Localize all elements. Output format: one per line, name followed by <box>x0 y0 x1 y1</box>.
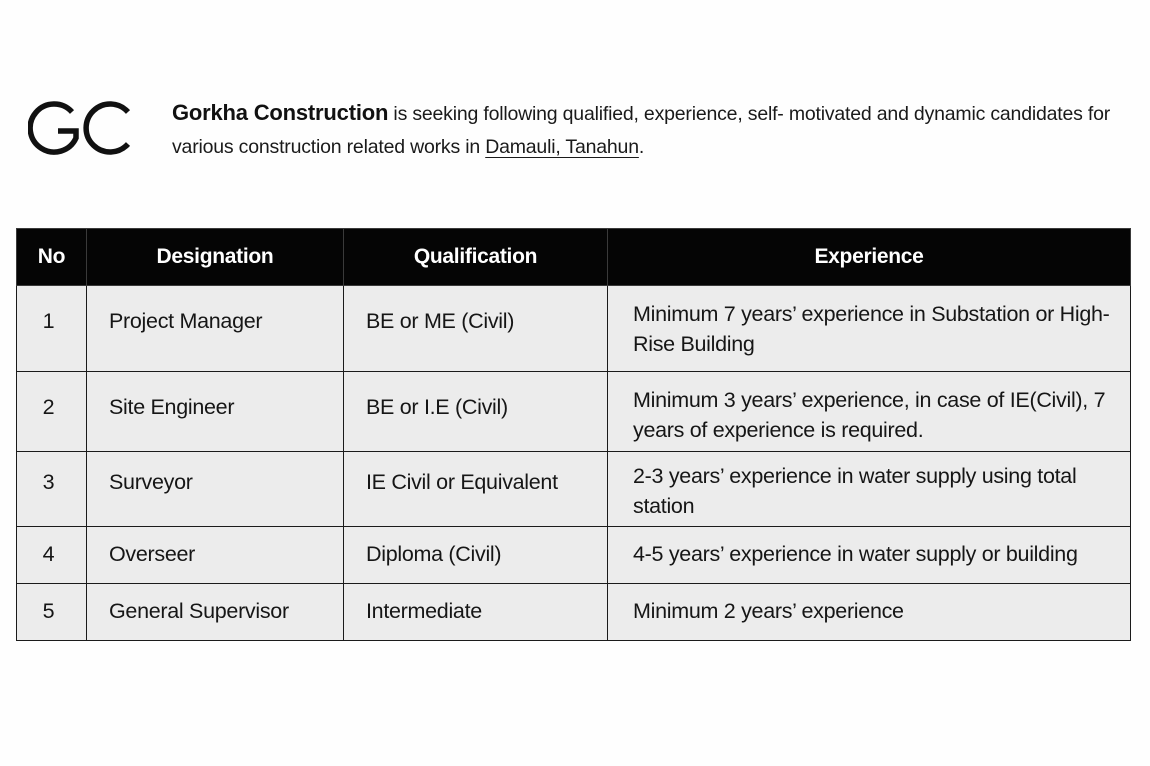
table-row <box>17 584 1131 641</box>
table-header-row <box>17 229 1131 286</box>
intro-text: is seeking following qualified, experience, self- motivated and dynamic candidates for various construction related works in <box>172 103 1111 158</box>
column-header-qualification: Qualification <box>344 229 608 286</box>
intro-paragraph <box>172 96 1142 164</box>
cell-qualification: BE or I.E (Civil) <box>344 372 608 452</box>
column-header-no: No <box>17 229 87 286</box>
cell-experience: 4-5 years’ experience in water supply or building <box>608 527 1131 584</box>
cell-no: 3 <box>17 452 87 527</box>
location-link: Damauli, Tanahun <box>485 136 639 158</box>
cell-no: 5 <box>17 584 87 641</box>
vacancy-table <box>16 228 1131 641</box>
cell-qualification: Diploma (Civil) <box>344 527 608 584</box>
column-header-designation: Designation <box>87 229 344 286</box>
company-name: Gorkha Construction <box>172 100 389 125</box>
cell-no: 1 <box>17 286 87 372</box>
cell-qualification: IE Civil or Equivalent <box>344 452 608 527</box>
gc-monogram-logo-icon <box>28 98 132 158</box>
cell-no: 4 <box>17 527 87 584</box>
cell-experience: Minimum 2 years’ experience <box>608 584 1131 641</box>
cell-experience: Minimum 7 years’ experience in Substation or High-Rise Building <box>608 286 1131 372</box>
table-row <box>17 286 1131 372</box>
cell-experience: Minimum 3 years’ experience, in case of IE(Civil), 7 years of experience is required. <box>608 372 1131 452</box>
table-row <box>17 452 1131 527</box>
cell-qualification: BE or ME (Civil) <box>344 286 608 372</box>
cell-experience: 2-3 years’ experience in water supply using total station <box>608 452 1131 527</box>
table-row <box>17 372 1131 452</box>
cell-designation: Surveyor <box>87 452 344 527</box>
table-row <box>17 527 1131 584</box>
cell-designation: General Supervisor <box>87 584 344 641</box>
cell-designation: Site Engineer <box>87 372 344 452</box>
cell-qualification: Intermediate <box>344 584 608 641</box>
column-header-experience: Experience <box>608 229 1131 286</box>
intro-end: . <box>638 136 645 158</box>
cell-designation: Project Manager <box>87 286 344 372</box>
cell-no: 2 <box>17 372 87 452</box>
cell-designation: Overseer <box>87 527 344 584</box>
